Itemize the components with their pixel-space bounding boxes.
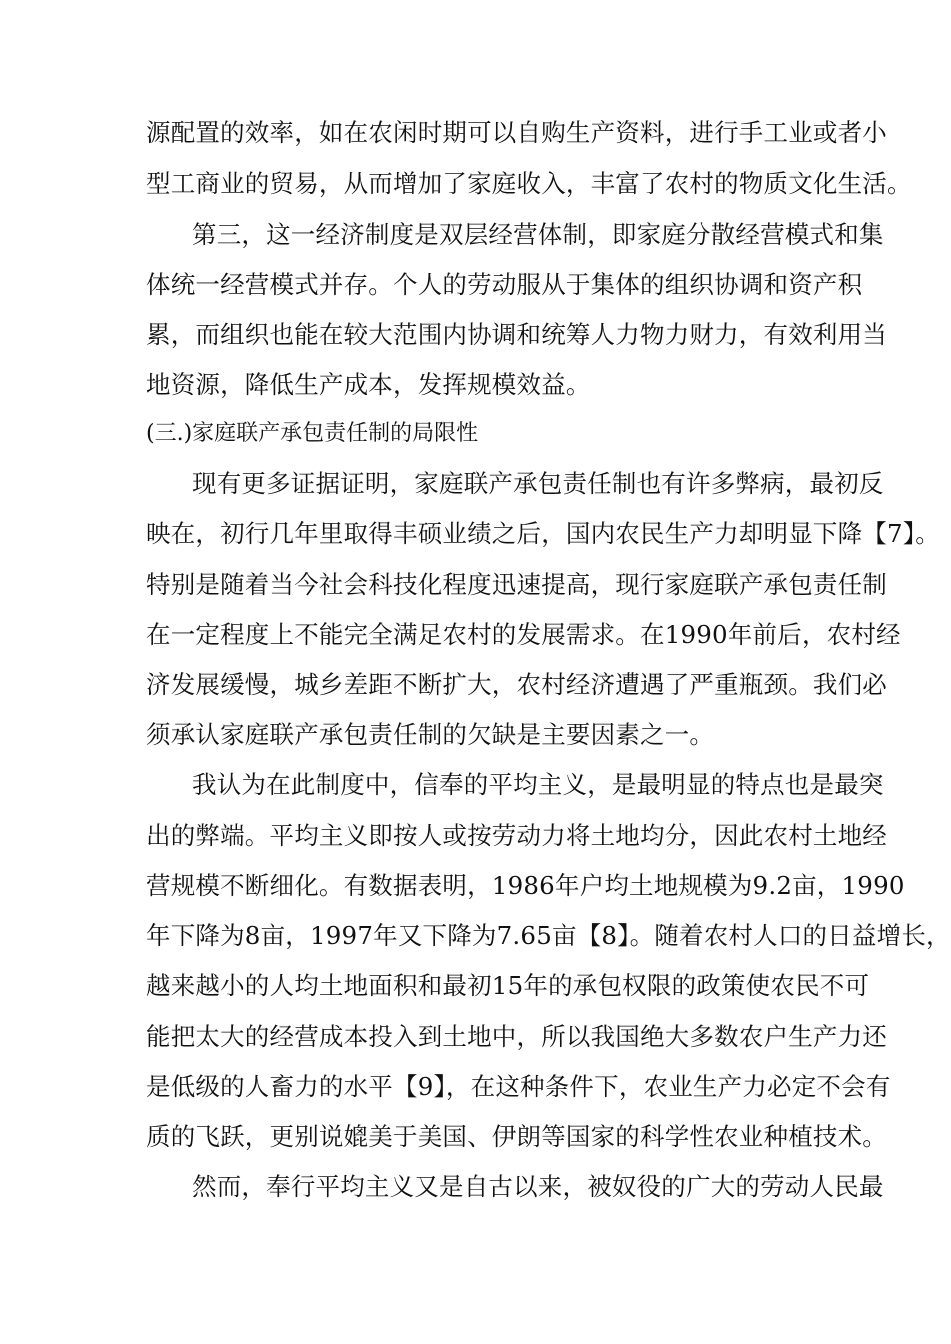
section-heading: (三.)家庭联产承包责任制的局限性 bbox=[146, 421, 479, 446]
text-line: 在一定程度上不能完全满足农村的发展需求。在1990年前后，农村经 bbox=[146, 620, 901, 649]
text-line: 越来越小的人均土地面积和最初15年的承包权限的政策使农民不可 bbox=[146, 971, 870, 1000]
text-line: 特别是随着当今社会科技化程度迅速提高，现行家庭联产承包责任制 bbox=[146, 570, 887, 599]
text-line: 是低级的人畜力的水平【9】，在这种条件下，农业生产力必定不会有 bbox=[146, 1072, 891, 1101]
text-line: 出的弊端。平均主义即按人或按劳动力将土地均分，因此农村土地经 bbox=[146, 821, 887, 850]
paragraph-first-line: 现有更多证据证明，家庭联产承包责任制也有许多弊病，最初反 bbox=[192, 469, 884, 498]
paragraph-first-line: 然而，奉行平均主义又是自古以来，被奴役的广大的劳动人民最 bbox=[192, 1172, 884, 1201]
text-line: 须承认家庭联产承包责任制的欠缺是主要因素之一。 bbox=[146, 720, 715, 749]
text-line: 地资源，降低生产成本，发挥规模效益。 bbox=[146, 370, 591, 399]
text-line: 质的飞跃，更别说媲美于美国、伊朗等国家的科学性农业种植技术。 bbox=[146, 1122, 887, 1151]
paragraph-first-line: 我认为在此制度中，信奉的平均主义，是最明显的特点也是最突 bbox=[192, 770, 884, 799]
text-line: 源配置的效率，如在农闲时期可以自购生产资料，进行手工业或者小 bbox=[146, 118, 887, 147]
text-line: 型工商业的贸易，从而增加了家庭收入，丰富了农村的物质文化生活。 bbox=[146, 169, 912, 198]
paragraph-first-line: 第三，这一经济制度是双层经营体制，即家庭分散经营模式和集 bbox=[192, 220, 884, 249]
text-line: 能把太大的经营成本投入到土地中，所以我国绝大多数农户生产力还 bbox=[146, 1022, 887, 1051]
text-line: 年下降为8亩，1997年又下降为7.65亩【8】。随着农村人口的日益增长， bbox=[146, 921, 951, 950]
text-line: 累，而组织也能在较大范围内协调和统筹人力物力财力，有效利用当 bbox=[146, 320, 887, 349]
text-line: 体统一经营模式并存。个人的劳动服从于集体的组织协调和资产积 bbox=[146, 270, 863, 299]
text-line: 济发展缓慢，城乡差距不断扩大，农村经济遭遇了严重瓶颈。我们必 bbox=[146, 670, 887, 699]
text-line: 营规模不断细化。有数据表明，1986年户均土地规模为9.2亩，1990 bbox=[146, 871, 905, 900]
text-line: 映在，初行几年里取得丰硕业绩之后，国内农民生产力却明显下降【7】。 bbox=[146, 519, 940, 548]
